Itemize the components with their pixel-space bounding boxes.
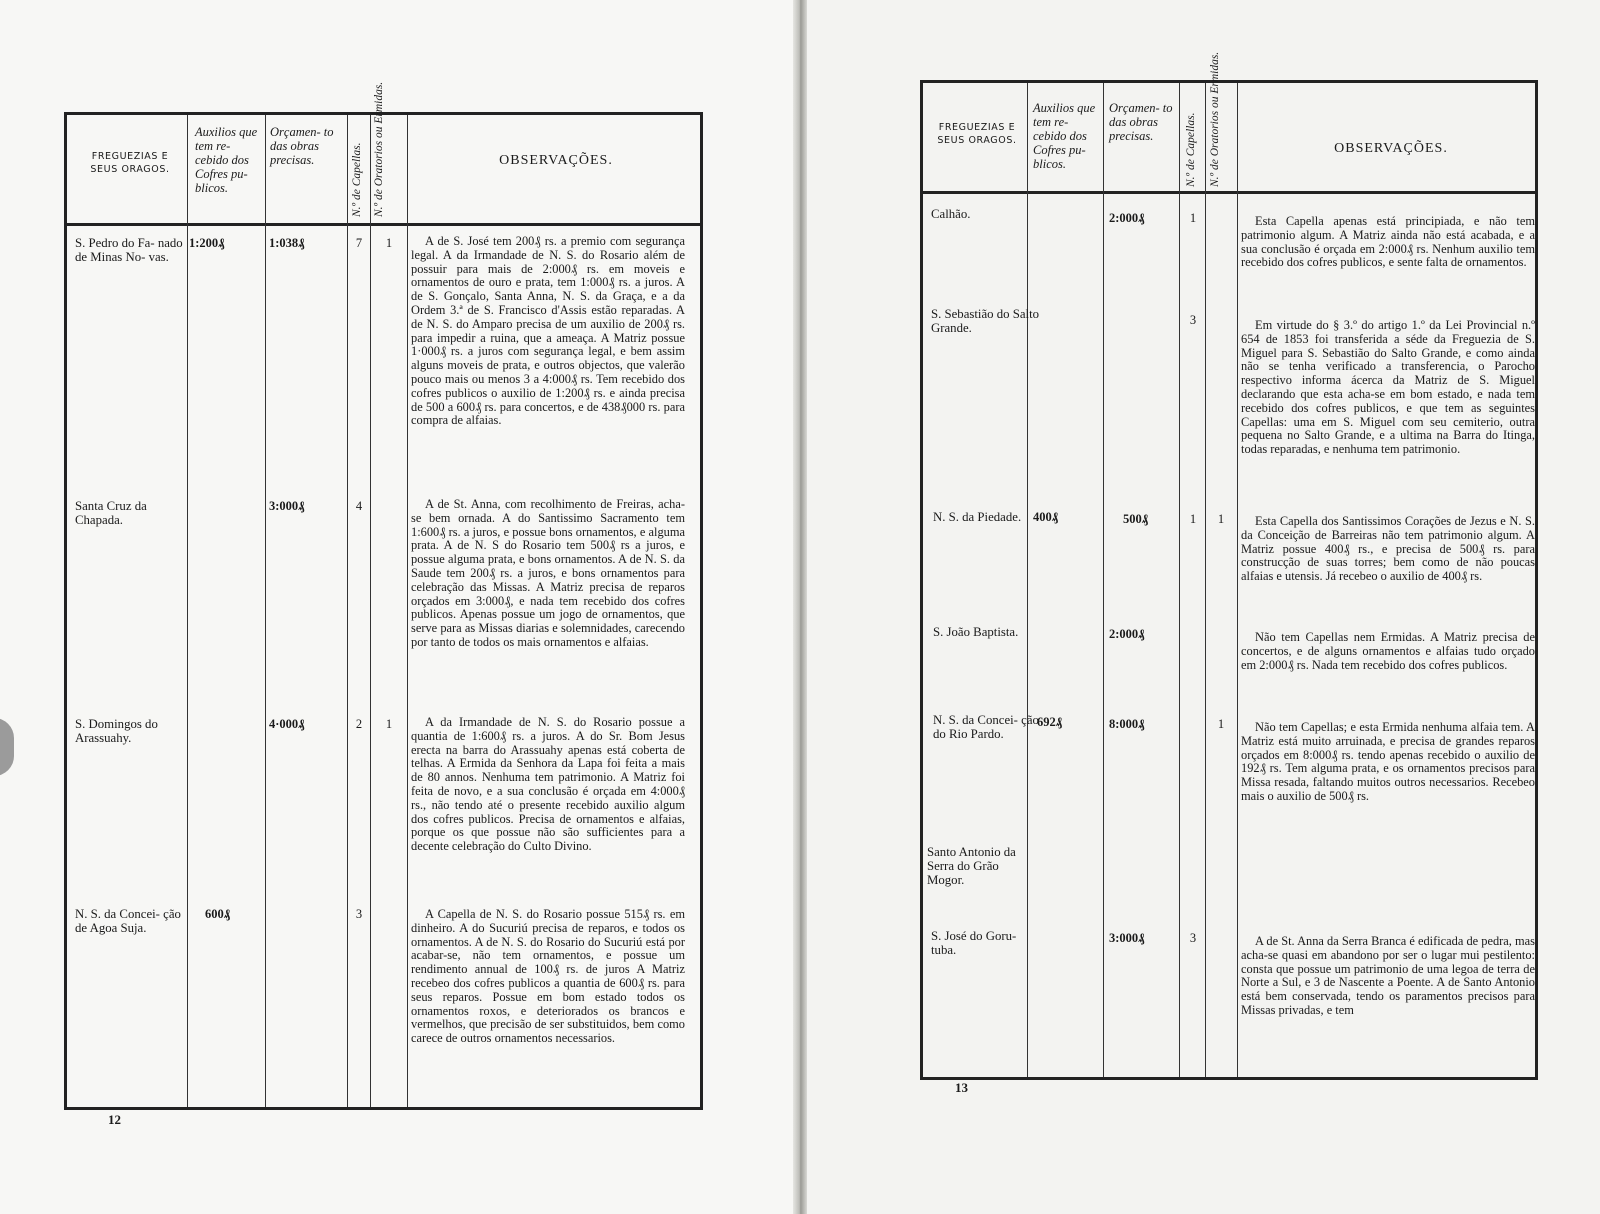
col-divider — [407, 115, 408, 1107]
table-header — [67, 81, 700, 226]
page-number-right: 13 — [955, 1080, 968, 1095]
capellas-count: 3 — [1189, 313, 1197, 327]
orcamento-value: 2:000₰ — [1109, 211, 1145, 225]
auxilios-value: 600₰ — [205, 907, 230, 921]
col-divider — [347, 115, 348, 1107]
book-gutter — [793, 0, 807, 1214]
orcamento-value: 1:038₰ — [269, 236, 305, 250]
parish-name: Calhão. — [931, 207, 971, 221]
capellas-count: 3 — [1189, 931, 1197, 945]
oratorios-count: 1 — [385, 717, 393, 731]
col-divider — [1205, 83, 1206, 1077]
header-auxilios: Auxilios que tem re- cebido dos Cofres pu- blicos. — [195, 125, 258, 195]
header-freguezias: FREGUEZIAS E SEUS ORAGOS. — [90, 151, 170, 175]
right-table — [920, 51, 1538, 1080]
oratorios-count: 1 — [1217, 512, 1225, 526]
header-observacoes: OBSERVAÇÕES. — [1334, 141, 1448, 156]
header-auxilios: Auxilios que tem re- cebido dos Cofres pu- blicos. — [1033, 101, 1096, 171]
capellas-count: 3 — [355, 907, 363, 921]
orcamento-value: 4·000₰ — [269, 717, 305, 731]
auxilios-value: 692₰ — [1037, 715, 1062, 729]
parish-name: S. João Baptista. — [933, 625, 1019, 639]
col-divider — [1103, 83, 1104, 1077]
header-oratorios: N.º de Oratorios ou Ermidas. — [1209, 51, 1221, 187]
header-observacoes: OBSERVAÇÕES. — [499, 153, 613, 168]
orcamento-value: 3:000₰ — [1109, 931, 1145, 945]
capellas-count: 1 — [1189, 211, 1197, 225]
parish-name: N. S. da Piedade. — [933, 510, 1022, 524]
parish-name: N. S. da Concei- ção de Agoa Suja. — [75, 907, 181, 935]
parish-name: Santa Cruz da Chapada. — [75, 499, 147, 527]
page-number-left: 12 — [108, 1112, 121, 1127]
observation-text: Esta Capella dos Santissimos Corações de Jezus e N. S. da Conceição de Barreiras não tem patrimonio algum. A Matriz possue 400₰ rs., e precisa de 500₰ rs. para construcção de suas torres; bem como de não poucas alfaias e utensis. Já recebeo o auxilio de 400₰ rs. — [1241, 514, 1535, 584]
orcamento-value: 8:000₰ — [1109, 717, 1145, 731]
col-divider — [187, 115, 188, 1107]
parish-name: N. S. da Concei- ção do Rio Pardo. — [933, 713, 1039, 741]
header-capellas: N.º de Capellas. — [1185, 112, 1197, 187]
observation-text: A de S. José tem 200₰ rs. a premio com segurança legal. A da Irmandade de N. S. do Rosario além de possuir para mais de 2:000₰ rs. em moveis e ornamentos de ouro e prata, tem 1:000₰ rs. a juros. A de S. Gonçalo, Santa Anna, N. S. da Graça, e a da Ordem 3.ª de S. Francisco d'Assis estão reparadas. A de N. S. do Amparo precisa de um auxilio de 200₰ rs. para impedir a ruina, que a ameaça. A Matriz possue 1·000₰ rs. a juros com segurança legal, e bem assim alguns moveis de prata, e outros objectos, que valerão pouco mais ou menos 3 a 4:000₰ rs. Tem recebido dos cofres publicos o auxilio de 1:200₰ rs. e ainda precisa de 500 a 600₰ rs. para concertos, e de 438₰000 rs. para compra de alfaias. — [411, 234, 685, 428]
orcamento-value: 3:000₰ — [269, 499, 305, 513]
header-freguezias: FREGUEZIAS E SEUS ORAGOS. — [937, 122, 1017, 146]
observation-text: Esta Capella apenas está principiada, e não tem patrimonio algum. A Matriz ainda não está acabada, e a sua conclusão é orçada em 2:000₰ rs. Nenhum auxilio tem recebido dos cofres publicos, e sente falta de ornamentos. — [1241, 214, 1535, 270]
parish-name: S. José do Goru- tuba. — [931, 929, 1017, 957]
parish-name: S. Pedro do Fa- nado de Minas No- vas. — [75, 236, 183, 264]
capellas-count: 7 — [355, 236, 363, 250]
orcamento-value: 2:000₰ — [1109, 627, 1145, 641]
oratorios-count: 1 — [385, 236, 393, 250]
table-header — [923, 51, 1535, 194]
observation-text: A Capella de N. S. do Rosario possue 515₰ rs. em dinheiro. A do Sucuriú precisa de reparos, e todos os ornamentos. A de N. S. do Rosario do Sucuriú está por acabar-se, não tem ornamentos, e possue um rendimento annual de 100₰ rs. de juros A Matriz recebeo dos cofres publicos a quantia de 600₰ rs. para seus reparos. Possue em bom estado todos os ornamentos roxos, e deteriorados os brancos e vermelhos, que precisão de ser substituidos, bem como carece de outros ornamentos necessarios. — [411, 907, 685, 1046]
observation-text: Não tem Capellas; e esta Ermida nenhuma alfaia tem. A Matriz está muito arruinada, e precisa de grandes reparos orçados em 8:000₰ rs. tendo apenas recebido o auxilio de 192₰ rs. Tem alguma prata, e os ornamentos precisos para Missa resada, faltando muitos outros necessarios. Recebeo mais o auxilio de 500₰ rs. — [1241, 720, 1535, 803]
parish-name: Santo Antonio da Serra do Grão Mogor. — [927, 845, 1016, 887]
col-divider — [1027, 83, 1028, 1077]
header-orcamento: Orçamen- to das obras precisas. — [1109, 101, 1173, 143]
orcamento-value: 500₰ — [1123, 512, 1148, 526]
header-oratorios: N.º de Oratorios ou Ermidas. — [373, 81, 385, 217]
observation-text: A de St. Anna da Serra Branca é edificada de pedra, mas acha-se quasi em abandono por ser o lugar mui pestilento: consta que possue um patrimonio de uma legoa de terra de Norte a Sul, e 3 de Nascente a Poente. A de Santo Antonio está bem conservada, tendo os paramentos precisos para Missas privadas, e tem — [1241, 934, 1535, 1017]
auxilios-value: 1:200₰ — [189, 236, 225, 250]
header-orcamento: Orçamen- to das obras precisas. — [270, 125, 334, 167]
observation-text: A da Irmandade de N. S. do Rosario possue a quantia de 1:600₰ rs. a juros. A do Sr. Bom Jesus erecta na barra do Arassuahy apenas está coberta de telhas. A Ermida da Senhora da Lapa foi feita a mais de 80 annos. Nenhuma tem patrimonio. A Matriz foi feita de novo, e a sua conclusão é orçada em 4:000₰ rs., não tendo até o presente recebido auxilio algum dos cofres publicos. Precisa de ornamentos e alfaias, porque os que possue não são sufficientes para a decente celebração do Culto Divino. — [411, 715, 685, 854]
col-divider — [1179, 83, 1180, 1077]
col-divider — [1237, 83, 1238, 1077]
observation-text: Em virtude do § 3.º do artigo 1.º da Lei Provincial n.º 654 de 1853 foi transferida a séde da Freguezia de S. Miguel para S. Sebastião do Salto Grande, e como ainda não se tenha verificado a transferencia, o Parocho respectivo informa ácerca da Matriz de S. Miguel declarando que esta acha-se em bom estado, e nada tem recebido dos cofres publicos, e que tem as seguintes Capellas: uma em S. Miguel com seu cemiterio, outra pequena no Salto Grande, e a ultima na Barra do Itinga, todas reparadas, e nenhuma tem patrimonio. — [1241, 318, 1535, 457]
col-divider — [265, 115, 266, 1107]
capellas-count: 4 — [355, 499, 363, 513]
auxilios-value: 400₰ — [1033, 510, 1058, 524]
header-capellas: N.º de Capellas. — [351, 142, 363, 217]
observation-text: Não tem Capellas nem Ermidas. A Matriz precisa de concertos, e de alguns ornamentos e alfaias tudo orçado em 2:000₰ rs. Nada tem recebido dos cofres publicos. — [1241, 630, 1535, 672]
capellas-count: 2 — [355, 717, 363, 731]
parish-name: S. Sebastião do Salto Grande. — [931, 307, 1040, 335]
left-table — [64, 81, 703, 1110]
parish-name: S. Domingos do Arassuahy. — [75, 717, 158, 745]
oratorios-count: 1 — [1217, 717, 1225, 731]
capellas-count: 1 — [1189, 512, 1197, 526]
observation-text: A de St. Anna, com recolhimento de Freiras, acha-se bem ornada. A do Santissimo Sacramento tem 1:600₰ rs. a juros, e possue bons ornamentos, e alguma prata. A de N. S do Rosario tem 500₰ rs a juros, e possue alguma prata, e bons ornamentos. A de N. S. da Saude tem 200₰ rs. a juros, e bons ornamentos para celebração das Missas. A Matriz precisa de reparos orçados em 3:000₰, e nada tem recebido dos cofres publicos. Apenas possue um jogo de ornamentos, que serve para as Missas diarias e solemnidades, carecendo por tanto de todos os mais ornamentos e alfaias. — [411, 497, 685, 649]
col-divider — [370, 115, 371, 1107]
